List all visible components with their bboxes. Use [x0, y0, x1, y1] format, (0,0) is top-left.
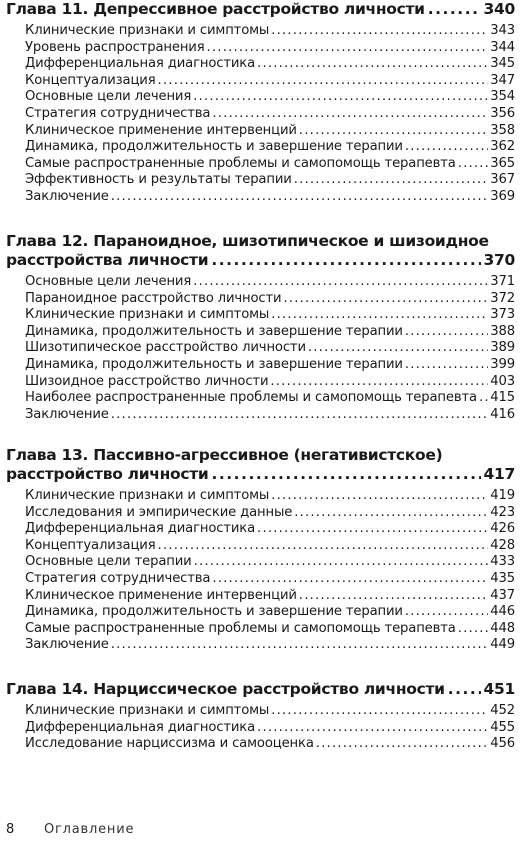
entry-page-number: 446: [490, 604, 515, 620]
toc-entry[interactable]: [0, 604, 521, 621]
dot-leader: [270, 374, 488, 391]
chapter-title: [0, 232, 521, 270]
entry-title: Заключение: [25, 406, 109, 422]
chapter-11: [0, 0, 521, 206]
entry-page-number: 369: [490, 188, 515, 204]
dot-leader: [111, 189, 489, 206]
chapter-title-text: Глава 13. Пассивно-агрессивное (негативистское): [6, 446, 443, 464]
toc-entry[interactable]: [0, 106, 521, 123]
dot-leader: [294, 505, 488, 522]
dot-leader: [308, 340, 488, 357]
chapter-title-row: [6, 680, 515, 699]
entry-title: Дифференциальная диагностика: [25, 56, 256, 72]
chapter-title-text-cont: расстройства личности: [6, 251, 209, 269]
dot-leader: [294, 172, 489, 189]
entry-title: Шизоидное расстройство личности: [25, 373, 269, 389]
toc-entry[interactable]: [0, 139, 521, 156]
dot-leader: [283, 291, 488, 308]
entry-title: Самые распространенные проблемы и самопомощь терапевта: [25, 620, 456, 636]
entry-page-number: 344: [490, 39, 515, 55]
toc-entry[interactable]: [0, 357, 521, 374]
dot-leader: [479, 390, 488, 407]
dot-leader: [448, 680, 481, 699]
dot-leader: [193, 274, 488, 291]
entry-title: Стратегия сотрудничества: [25, 105, 211, 121]
entry-title: Клинические признаки и симптомы: [25, 23, 270, 38]
dot-leader: [257, 56, 488, 73]
page-footer: [6, 822, 134, 838]
dot-leader: [271, 307, 488, 324]
entry-title: Динамика, продолжительность и завершение терапии: [25, 356, 403, 372]
entry-page-number: 372: [490, 290, 515, 306]
entry-title: Заключение: [25, 188, 109, 204]
entry-title: Основные цели терапии: [25, 554, 192, 570]
dot-leader: [257, 720, 488, 737]
dot-leader: [257, 521, 488, 538]
entry-title: Исследования и эмпирические данные: [25, 504, 293, 520]
entry-page-number: 373: [490, 307, 515, 323]
dot-leader: [271, 488, 488, 505]
entry-page-number: 455: [490, 719, 515, 735]
chapter-13: [0, 446, 521, 654]
toc-entry[interactable]: [0, 189, 521, 206]
toc-entry[interactable]: [0, 172, 521, 189]
entry-title: Дифференциальная диагностика: [25, 521, 256, 537]
toc-entry[interactable]: [0, 307, 521, 324]
entry-page-number: 448: [490, 620, 515, 636]
entry-page-number: 415: [490, 390, 515, 406]
dot-leader: [207, 40, 489, 57]
entry-title: Клиническое применение интервенций: [25, 587, 297, 603]
dot-leader: [271, 703, 488, 720]
running-footer-section: Оглавление: [44, 822, 135, 837]
entry-page-number: 399: [490, 356, 515, 372]
toc-entry[interactable]: [0, 521, 521, 538]
toc-entry[interactable]: [0, 56, 521, 73]
chapter-title-row: [6, 465, 515, 484]
entry-title: Клинические признаки и симптомы: [25, 703, 270, 718]
entry-page-number: 362: [490, 139, 515, 155]
chapter-title: [0, 680, 521, 699]
toc-entry[interactable]: [0, 274, 521, 291]
dot-leader: [405, 324, 488, 341]
entry-title: Наиболее распространенные проблемы и самопомощь терапевта: [25, 390, 477, 406]
dot-leader: [299, 123, 488, 140]
chapter-title-text: Глава 12. Параноидное, шизотипическое и шизоидное: [6, 232, 489, 250]
entry-page-number: 347: [490, 72, 515, 88]
toc-entry[interactable]: [0, 89, 521, 106]
toc-entry[interactable]: [0, 554, 521, 571]
toc-entry[interactable]: [0, 123, 521, 140]
entry-page-number: 456: [490, 736, 515, 752]
entry-list: [0, 488, 521, 654]
entry-title: Дифференциальная диагностика: [25, 719, 256, 735]
dot-leader: [271, 23, 488, 40]
dot-leader: [316, 736, 489, 753]
entry-page-number: 426: [490, 521, 515, 537]
entry-title: Самые распространенные проблемы и самопомощь терапевта: [25, 155, 456, 171]
entry-page-number: 343: [490, 23, 515, 38]
dot-leader: [193, 89, 488, 106]
entry-title: Клинические признаки и симптомы: [25, 307, 270, 323]
chapter-page-number: 370: [483, 251, 515, 269]
entry-page-number: 449: [490, 637, 515, 653]
entry-title: Динамика, продолжительность и завершение терапии: [25, 323, 403, 339]
chapter-page-number: 340: [483, 0, 515, 18]
dot-leader: [428, 0, 481, 19]
entry-title: Динамика, продолжительность и завершение терапии: [25, 604, 403, 620]
entry-page-number: 423: [490, 504, 515, 520]
dot-leader: [212, 465, 481, 484]
chapter-title-text: Глава 11. Депрессивное расстройство личности: [6, 0, 425, 18]
toc-entry[interactable]: [0, 324, 521, 341]
toc-entry[interactable]: [0, 488, 521, 505]
entry-page-number: 452: [490, 703, 515, 718]
dot-leader: [211, 251, 480, 270]
entry-page-number: 371: [490, 274, 515, 289]
toc-entry[interactable]: [0, 291, 521, 308]
entry-title: Динамика, продолжительность и завершение терапии: [25, 139, 403, 155]
toc-entry[interactable]: [0, 538, 521, 555]
chapter-title-row: [6, 251, 515, 270]
dot-leader: [405, 357, 488, 374]
entry-title: Заключение: [25, 637, 109, 653]
entry-page-number: 403: [490, 373, 515, 389]
entry-page-number: 345: [490, 56, 515, 72]
toc-entry[interactable]: [0, 407, 521, 424]
entry-title: Параноидное расстройство личности: [25, 290, 282, 306]
dot-leader: [111, 407, 489, 424]
dot-leader: [158, 73, 489, 90]
entry-page-number: 416: [490, 406, 515, 422]
entry-page-number: 389: [490, 340, 515, 356]
entry-title: Основные цели лечения: [25, 274, 192, 289]
dot-leader: [299, 588, 488, 605]
entry-page-number: 365: [490, 155, 515, 171]
dot-leader: [194, 554, 489, 571]
entry-page-number: 388: [490, 323, 515, 339]
chapter-title: [0, 0, 521, 19]
entry-page-number: 354: [490, 89, 515, 105]
entry-title: Концептуализация: [25, 537, 156, 553]
chapter-title-text-cont: расстройство личности: [6, 465, 209, 483]
entry-page-number: 358: [490, 122, 515, 138]
toc-entry[interactable]: [0, 390, 521, 407]
dot-leader: [458, 156, 489, 173]
entry-page-number: 356: [490, 105, 515, 121]
dot-leader: [405, 604, 488, 621]
entry-title: Стратегия сотрудничества: [25, 570, 211, 586]
page-number: 8: [6, 822, 15, 837]
chapter-page-number: 451: [483, 680, 515, 698]
entry-title: Основные цели лечения: [25, 89, 192, 105]
chapter-title: [0, 446, 521, 484]
dot-leader: [158, 538, 489, 555]
toc-entry[interactable]: [0, 571, 521, 588]
toc-entry[interactable]: [0, 703, 521, 720]
entry-page-number: 437: [490, 587, 515, 603]
toc-entry[interactable]: [0, 736, 521, 753]
toc-entry[interactable]: [0, 637, 521, 654]
toc-entry[interactable]: [0, 505, 521, 522]
entry-title: Шизотипическое расстройство личности: [25, 340, 306, 356]
dot-leader: [405, 139, 488, 156]
entry-title: Исследование нарциссизма и самооценка: [25, 736, 314, 752]
toc-entry[interactable]: [0, 621, 521, 638]
chapter-14: [0, 680, 521, 753]
entry-page-number: 433: [490, 554, 515, 570]
entry-title: Уровень распространения: [25, 39, 205, 55]
chapter-12: [0, 232, 521, 423]
toc-entry[interactable]: [0, 73, 521, 90]
toc-entry[interactable]: [0, 588, 521, 605]
toc-entry[interactable]: [0, 23, 521, 40]
entry-title: Клиническое применение интервенций: [25, 122, 297, 138]
toc-entry[interactable]: [0, 156, 521, 173]
entry-list: [0, 274, 521, 423]
dot-leader: [212, 106, 488, 123]
entry-page-number: 367: [490, 172, 515, 188]
chapter-page-number: 417: [483, 465, 515, 483]
entry-page-number: 435: [490, 570, 515, 586]
entry-list: [0, 23, 521, 206]
entry-title: Клинические признаки и симптомы: [25, 488, 270, 503]
entry-list: [0, 703, 521, 753]
toc-entry[interactable]: [0, 40, 521, 57]
entry-title: Концептуализация: [25, 72, 156, 88]
toc-entry[interactable]: [0, 720, 521, 737]
dot-leader: [212, 571, 488, 588]
entry-page-number: 419: [490, 488, 515, 503]
toc-entry[interactable]: [0, 340, 521, 357]
chapter-title-row: [6, 0, 515, 19]
chapter-title-text: Глава 14. Нарциссическое расстройство личности: [6, 680, 445, 698]
toc-entry[interactable]: [0, 374, 521, 391]
entry-title: Эффективность и результаты терапии: [25, 172, 292, 188]
dot-leader: [111, 637, 489, 654]
entry-page-number: 428: [490, 537, 515, 553]
dot-leader: [458, 621, 489, 638]
